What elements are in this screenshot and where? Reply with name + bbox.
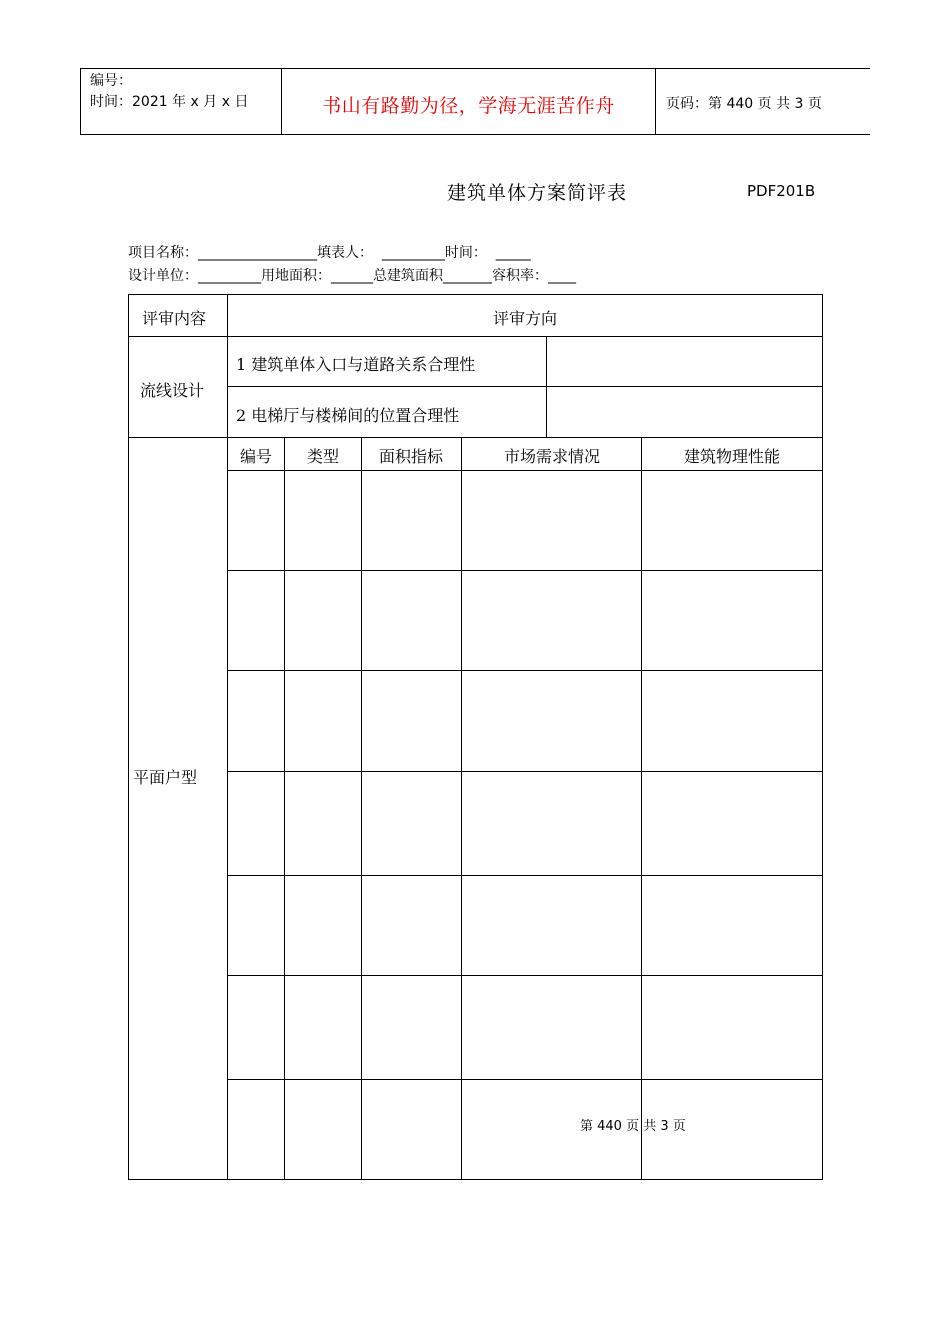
page-code: 页码：第 440 页 共 3 页 bbox=[666, 96, 822, 112]
header-review-direction: 评审方向 bbox=[492, 309, 558, 328]
plan-header-market: 市场需求情况 bbox=[503, 447, 601, 466]
info-line-2: 设计单位：_________用地面积：______总建筑面积_______容积率：____ bbox=[128, 268, 576, 284]
header-box bbox=[80, 68, 870, 135]
footer-page-number: 第 440 页 共 3 页 bbox=[580, 1119, 686, 1134]
info-line-1: 项目名称：_________________填表人： _________时间： _____ bbox=[128, 245, 531, 261]
plan-header-type: 类型 bbox=[306, 447, 340, 466]
header-motto-cell bbox=[282, 69, 656, 134]
plan-header-physics: 建筑物理性能 bbox=[683, 447, 781, 466]
header-review-content: 评审内容 bbox=[141, 309, 207, 328]
flow-item-2: 2 电梯厅与楼梯间的位置合理性 bbox=[236, 406, 460, 425]
document-code: PDF201B bbox=[747, 182, 816, 200]
header-page-cell bbox=[656, 69, 871, 134]
number-label: 编号： bbox=[90, 73, 132, 89]
motto-text: 书山有路勤为径，学海无涯苦作舟 bbox=[322, 95, 615, 117]
header-meta-cell bbox=[81, 69, 282, 134]
flow-item-1: 1 建筑单体入口与道路关系合理性 bbox=[236, 355, 476, 374]
document-title: 建筑单体方案简评表 bbox=[447, 182, 628, 204]
plan-layout-label: 平面户型 bbox=[133, 768, 198, 787]
plan-header-area: 面积指标 bbox=[378, 447, 444, 466]
time-label: 时间：2021 年 x 月 x 日 bbox=[90, 94, 249, 110]
flow-design-label: 流线设计 bbox=[140, 381, 205, 400]
plan-header-number: 编号 bbox=[239, 447, 273, 466]
